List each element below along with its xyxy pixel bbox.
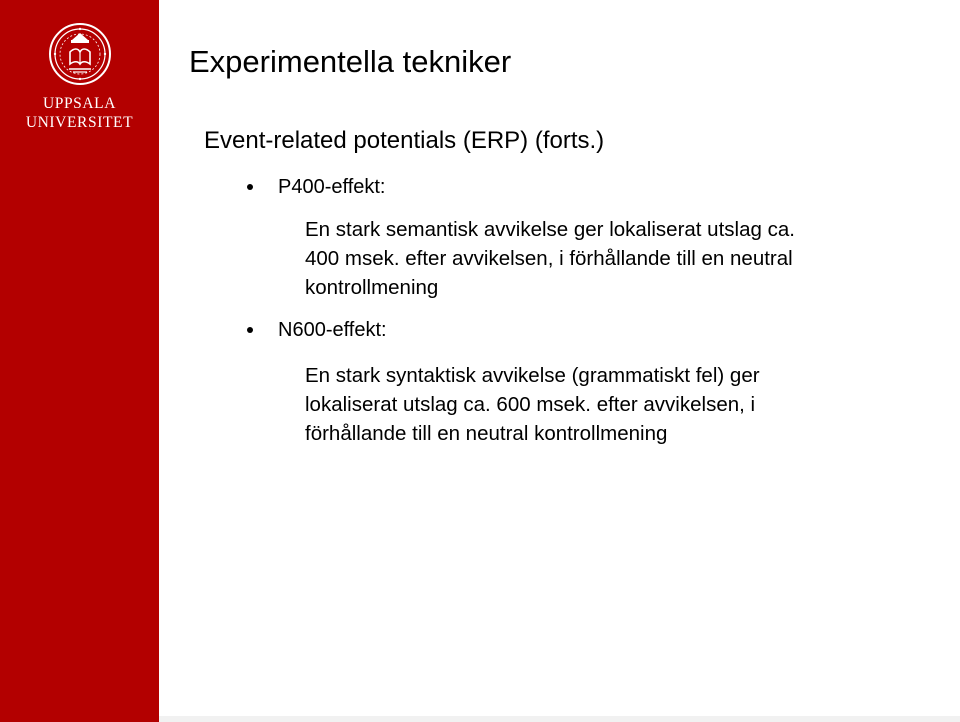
description-line: 400 msek. efter avvikelsen, i förhållande till en neutral [305,247,793,270]
bullet-dot-icon [247,184,253,190]
bullet-label: P400-effekt: [278,176,386,198]
logo-text-line: UNIVERSITET [25,114,134,131]
university-logo [0,22,159,132]
description-line: kontrollmening [305,276,439,299]
description-line: En stark syntaktisk avvikelse (grammatiskt fel) ger [305,364,760,387]
bullet-description [305,361,760,448]
logo-text-line: UPPSALA [42,95,117,112]
bullet-label: N600-effekt: [278,319,387,341]
bullet-description [305,215,795,302]
description-line: En stark semantisk avvikelse ger lokaliserat utslag ca. [305,218,795,241]
footer-strip [159,716,960,722]
slide-subtitle: Event-related potentials (ERP) (forts.) [204,127,605,154]
slide-title: Experimentella tekniker [189,44,512,79]
description-line: förhållande till en neutral kontrollmening [305,422,668,445]
bullet-dot-icon [247,327,253,333]
sidebar [0,0,159,722]
university-seal-icon [48,22,112,86]
description-line: lokaliserat utslag ca. 600 msek. efter avvikelsen, i [305,393,756,416]
